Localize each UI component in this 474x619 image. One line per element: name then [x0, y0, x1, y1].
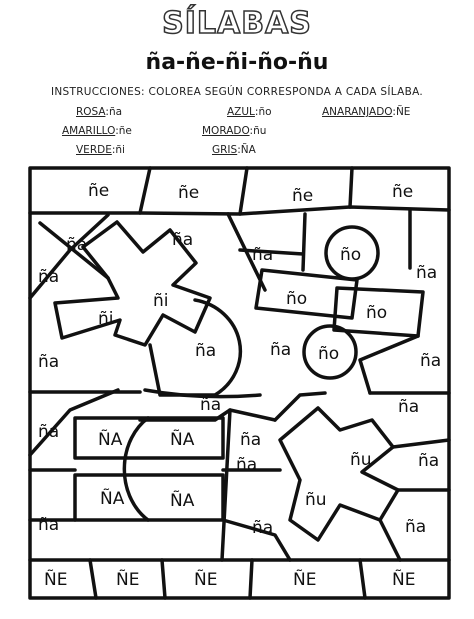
top-divider-3 [350, 168, 352, 207]
bottom-divider-4 [360, 560, 365, 598]
region-label: ÑE [293, 570, 317, 590]
legend-color-name: VERDE [76, 144, 112, 156]
region-label: ña [38, 515, 60, 535]
legend-item-verde: VERDE:ñi [76, 144, 125, 156]
region-label: ño [318, 344, 340, 364]
legend-syllable: ÑE [395, 106, 411, 118]
region-label: ña [418, 451, 440, 471]
top-divider-2 [240, 168, 247, 214]
bottom-divider-3 [250, 560, 252, 598]
page-title: SÍLABAS [162, 6, 312, 41]
legend-syllable: ñi [115, 144, 125, 156]
region-label: ña [172, 230, 194, 250]
syllable-labels [38, 181, 441, 590]
region-label: ñe [88, 181, 110, 201]
region-label: ÑA [98, 430, 123, 450]
legend-item-rosa: ROSA:ña [76, 106, 123, 118]
box-row-2-shape [75, 475, 223, 520]
legend-item-azul: AZUL:ño [227, 106, 272, 118]
bottom-divider-2 [162, 560, 165, 598]
center-diagonal-3 [303, 214, 305, 270]
legend-color-name: ANARANJADO [322, 106, 393, 118]
legend-color-name: MORADO [202, 125, 250, 137]
region-label: ñe [178, 183, 200, 203]
legend-syllable: ñe [118, 125, 132, 137]
legend-color-name: GRIS [212, 144, 238, 156]
region-label: ñe [392, 182, 414, 202]
legend-item-gris: GRIS:ÑA [212, 144, 256, 156]
region-label: ña [38, 267, 60, 287]
region-label: ña [38, 352, 60, 372]
region-label: ÑE [392, 570, 416, 590]
right-divider-4 [393, 440, 449, 447]
region-label: ña [398, 397, 420, 417]
region-label: ña [252, 245, 274, 265]
legend-color-name: AMARILLO [62, 125, 116, 137]
region-label: ña [200, 395, 222, 415]
region-label: ñu [350, 450, 372, 470]
region-label: ñi [98, 309, 114, 329]
legend-syllable: ñu [253, 125, 267, 137]
region-label: ña [38, 422, 60, 442]
region-label: ÑE [44, 570, 68, 590]
region-label: ño [286, 289, 308, 309]
region-label: ña [252, 518, 274, 538]
region-label: ña [195, 341, 217, 361]
top-divider-1 [140, 168, 150, 213]
region-label: ñe [292, 186, 314, 206]
region-label: ña [416, 263, 438, 283]
region-label: ño [366, 303, 388, 323]
bottom-divider-1 [90, 560, 96, 598]
page-subtitle: ña-ñe-ñi-ño-ñu [145, 50, 329, 75]
legend-syllable: ño [258, 106, 272, 118]
region-label: ÑE [116, 570, 140, 590]
region-label: ÑE [194, 570, 218, 590]
legend-syllable: ÑA [240, 144, 256, 156]
region-label: ña [420, 351, 442, 371]
region-label: ña [236, 455, 258, 475]
region-label: ñu [305, 490, 327, 510]
legend-color-name: ROSA [76, 106, 106, 118]
legend-item-amarillo: AMARILLO:ñe [62, 125, 132, 137]
region-label: ÑA [100, 489, 125, 509]
right-divider-6 [380, 520, 400, 560]
right-divider-2 [360, 336, 418, 393]
box-arc [124, 418, 148, 520]
puzzle-outlines [30, 168, 449, 598]
region-label: ño [340, 245, 362, 265]
region-label: ña [405, 517, 427, 537]
region-label: ÑA [170, 430, 195, 450]
instructions-text: INSTRUCCIONES: COLOREA SEGÚN CORRESPONDA A CADA SÍLABA. [50, 86, 424, 98]
region-label: ña [270, 340, 292, 360]
legend-item-anaranjado: ANARANJADO:ÑE [322, 106, 411, 118]
legend-syllable: ña [108, 106, 123, 118]
legend-item-morado: MORADO:ñu [202, 125, 267, 137]
region-label: ñi [153, 291, 169, 311]
region-label: ÑA [170, 491, 195, 511]
legend-color-name: AZUL [227, 106, 255, 118]
region-label: ña [66, 235, 88, 255]
region-label: ña [240, 430, 262, 450]
